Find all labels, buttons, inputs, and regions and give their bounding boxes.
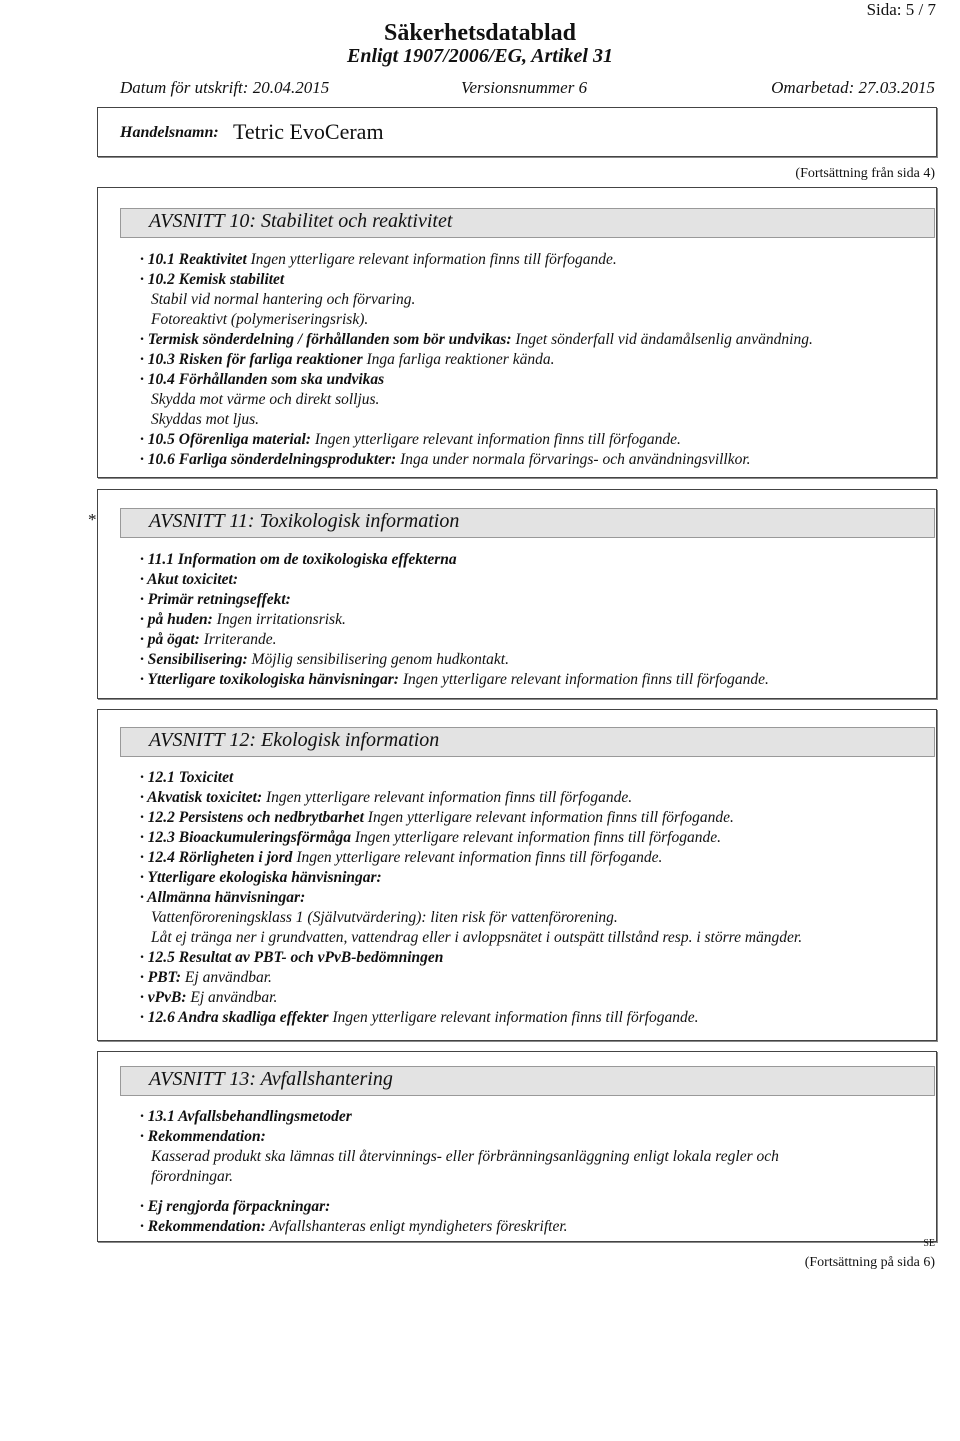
document-subtitle: Enligt 1907/2006/EG, Artikel 31 xyxy=(347,45,613,67)
s12-vpvb: · vPvB: Ej användbar. xyxy=(140,989,278,1006)
s11-sensitization: · Sensibilisering: Möjlig sensibilisering genom hudkontakt. xyxy=(140,651,509,668)
s12-mobility: · 12.4 Rörligheten i jord Ingen ytterligare relevant information finns till förfogande. xyxy=(140,849,663,866)
section-12-title: AVSNITT 12: Ekologisk information xyxy=(149,729,440,751)
s10-reactivity: · 10.1 Reaktivitet Ingen ytterligare relevant information finns till förfogande. xyxy=(140,251,617,268)
section-13-title: AVSNITT 13: Avfallshantering xyxy=(149,1068,393,1090)
s10-conditions-light: Skyddas mot ljus. xyxy=(151,411,260,428)
s13-packaging: · Ej rengjorda förpackningar: xyxy=(140,1198,331,1215)
s12-bioaccumulation: · 12.3 Bioackumuleringsförmåga Ingen ytterligare relevant information finns till förfogande. xyxy=(140,829,721,846)
s13-methods: · 13.1 Avfallsbehandlingsmetoder xyxy=(140,1108,352,1125)
trade-name-box xyxy=(97,107,937,157)
trade-name-label: Handelsnamn: xyxy=(120,124,219,141)
s12-toxicity: · 12.1 Toxicitet xyxy=(140,769,234,786)
section-12-header xyxy=(120,727,935,757)
page-number: Sida: 5 / 7 xyxy=(866,0,936,19)
s10-photoreactive: Fotoreaktivt (polymeriseringsrisk). xyxy=(151,311,369,328)
version-number: Versionsnummer 6 xyxy=(461,78,588,97)
trade-name: Tetric EvoCeram xyxy=(233,119,384,144)
s10-hazardous-reactions: · 10.3 Risken för farliga reaktioner Inga farliga reaktioner kända. xyxy=(140,351,555,368)
section-13-header xyxy=(120,1066,935,1096)
s10-decomposition: · 10.6 Farliga sönderdelningsprodukter: Inga under normala förvarings- och användningsvillkor. xyxy=(140,451,751,468)
s10-stability-heading: · 10.2 Kemisk stabilitet xyxy=(140,271,285,288)
section-10-title: AVSNITT 10: Stabilitet och reaktivitet xyxy=(149,210,453,232)
s10-stability-text: Stabil vid normal hantering och förvaring. xyxy=(151,291,416,308)
s10-conditions-heat: Skydda mot värme och direkt solljus. xyxy=(151,391,380,408)
s12-water-class: Vattenföroreningsklass 1 (Självutvärdering): liten risk för vattenförorening. xyxy=(151,909,618,926)
s12-pbt-heading: · 12.5 Resultat av PBT- och vPvB-bedömningen xyxy=(140,949,444,966)
s12-persistence: · 12.2 Persistens och nedbrytbarhet Ingen ytterligare relevant information finns till förfogande. xyxy=(140,809,734,826)
s11-skin: · på huden: Ingen irritationsrisk. xyxy=(140,611,346,628)
change-marker: * xyxy=(88,510,97,529)
section-11-header xyxy=(120,508,935,538)
s12-aquatic: · Akvatisk toxicitet: Ingen ytterligare relevant information finns till förfogande. xyxy=(140,789,633,806)
s11-info-heading: · 11.1 Information om de toxikologiska effekterna xyxy=(140,551,457,568)
s12-other-effects: · 12.6 Andra skadliga effekter Ingen ytterligare relevant information finns till förfogande. xyxy=(140,1009,699,1026)
s11-acute: · Akut toxicitet: xyxy=(140,571,239,588)
s12-pbt: · PBT: Ej användbar. xyxy=(140,969,272,986)
print-date: Datum för utskrift: 20.04.2015 xyxy=(120,78,330,97)
s13-recommendation-text-cont: förordningar. xyxy=(151,1168,233,1185)
s10-conditions-heading: · 10.4 Förhållanden som ska undvikas xyxy=(140,371,385,388)
s11-additional: · Ytterligare toxikologiska hänvisningar: Ingen ytterligare relevant information finns till förfogande. xyxy=(140,671,769,688)
s11-primary: · Primär retningseffekt: xyxy=(140,591,291,608)
s10-incompatible: · 10.5 Oförenliga material: Ingen ytterligare relevant information finns till förfogande. xyxy=(140,431,681,448)
s13-recommendation-heading: · Rekommendation: xyxy=(140,1128,266,1145)
section-11-title: AVSNITT 11: Toxikologisk information xyxy=(149,510,460,532)
continued-to: (Fortsättning på sida 6) xyxy=(804,1255,935,1270)
s11-eye: · på ögat: Irriterande. xyxy=(140,631,277,648)
language-code: SE xyxy=(923,1238,935,1249)
s12-general: · Allmänna hänvisningar: xyxy=(140,889,306,906)
s12-additional: · Ytterligare ekologiska hänvisningar: xyxy=(140,869,382,886)
document-title: Säkerhetsdatablad xyxy=(383,20,577,46)
s13-packaging-recommendation: · Rekommendation: Avfallshanteras enligt myndigheters föreskrifter. xyxy=(140,1218,568,1235)
s10-thermal: · Termisk sönderdelning / förhållanden som bör undvikas: Inget sönderfall vid ändamålsenlig användning. xyxy=(140,331,813,348)
revision-date: Omarbetad: 27.03.2015 xyxy=(771,78,935,97)
s12-groundwater: Låt ej tränga ner i grundvatten, vattendrag eller i avloppsnätet i outspätt tillstånd resp. i större mängder. xyxy=(151,929,803,946)
s13-recommendation-text: Kasserad produkt ska lämnas till återvinnings- eller förbränningsanläggning enligt lokala regler och xyxy=(151,1148,779,1165)
section-10-header xyxy=(120,208,935,238)
continued-from: (Fortsättning från sida 4) xyxy=(795,166,935,181)
